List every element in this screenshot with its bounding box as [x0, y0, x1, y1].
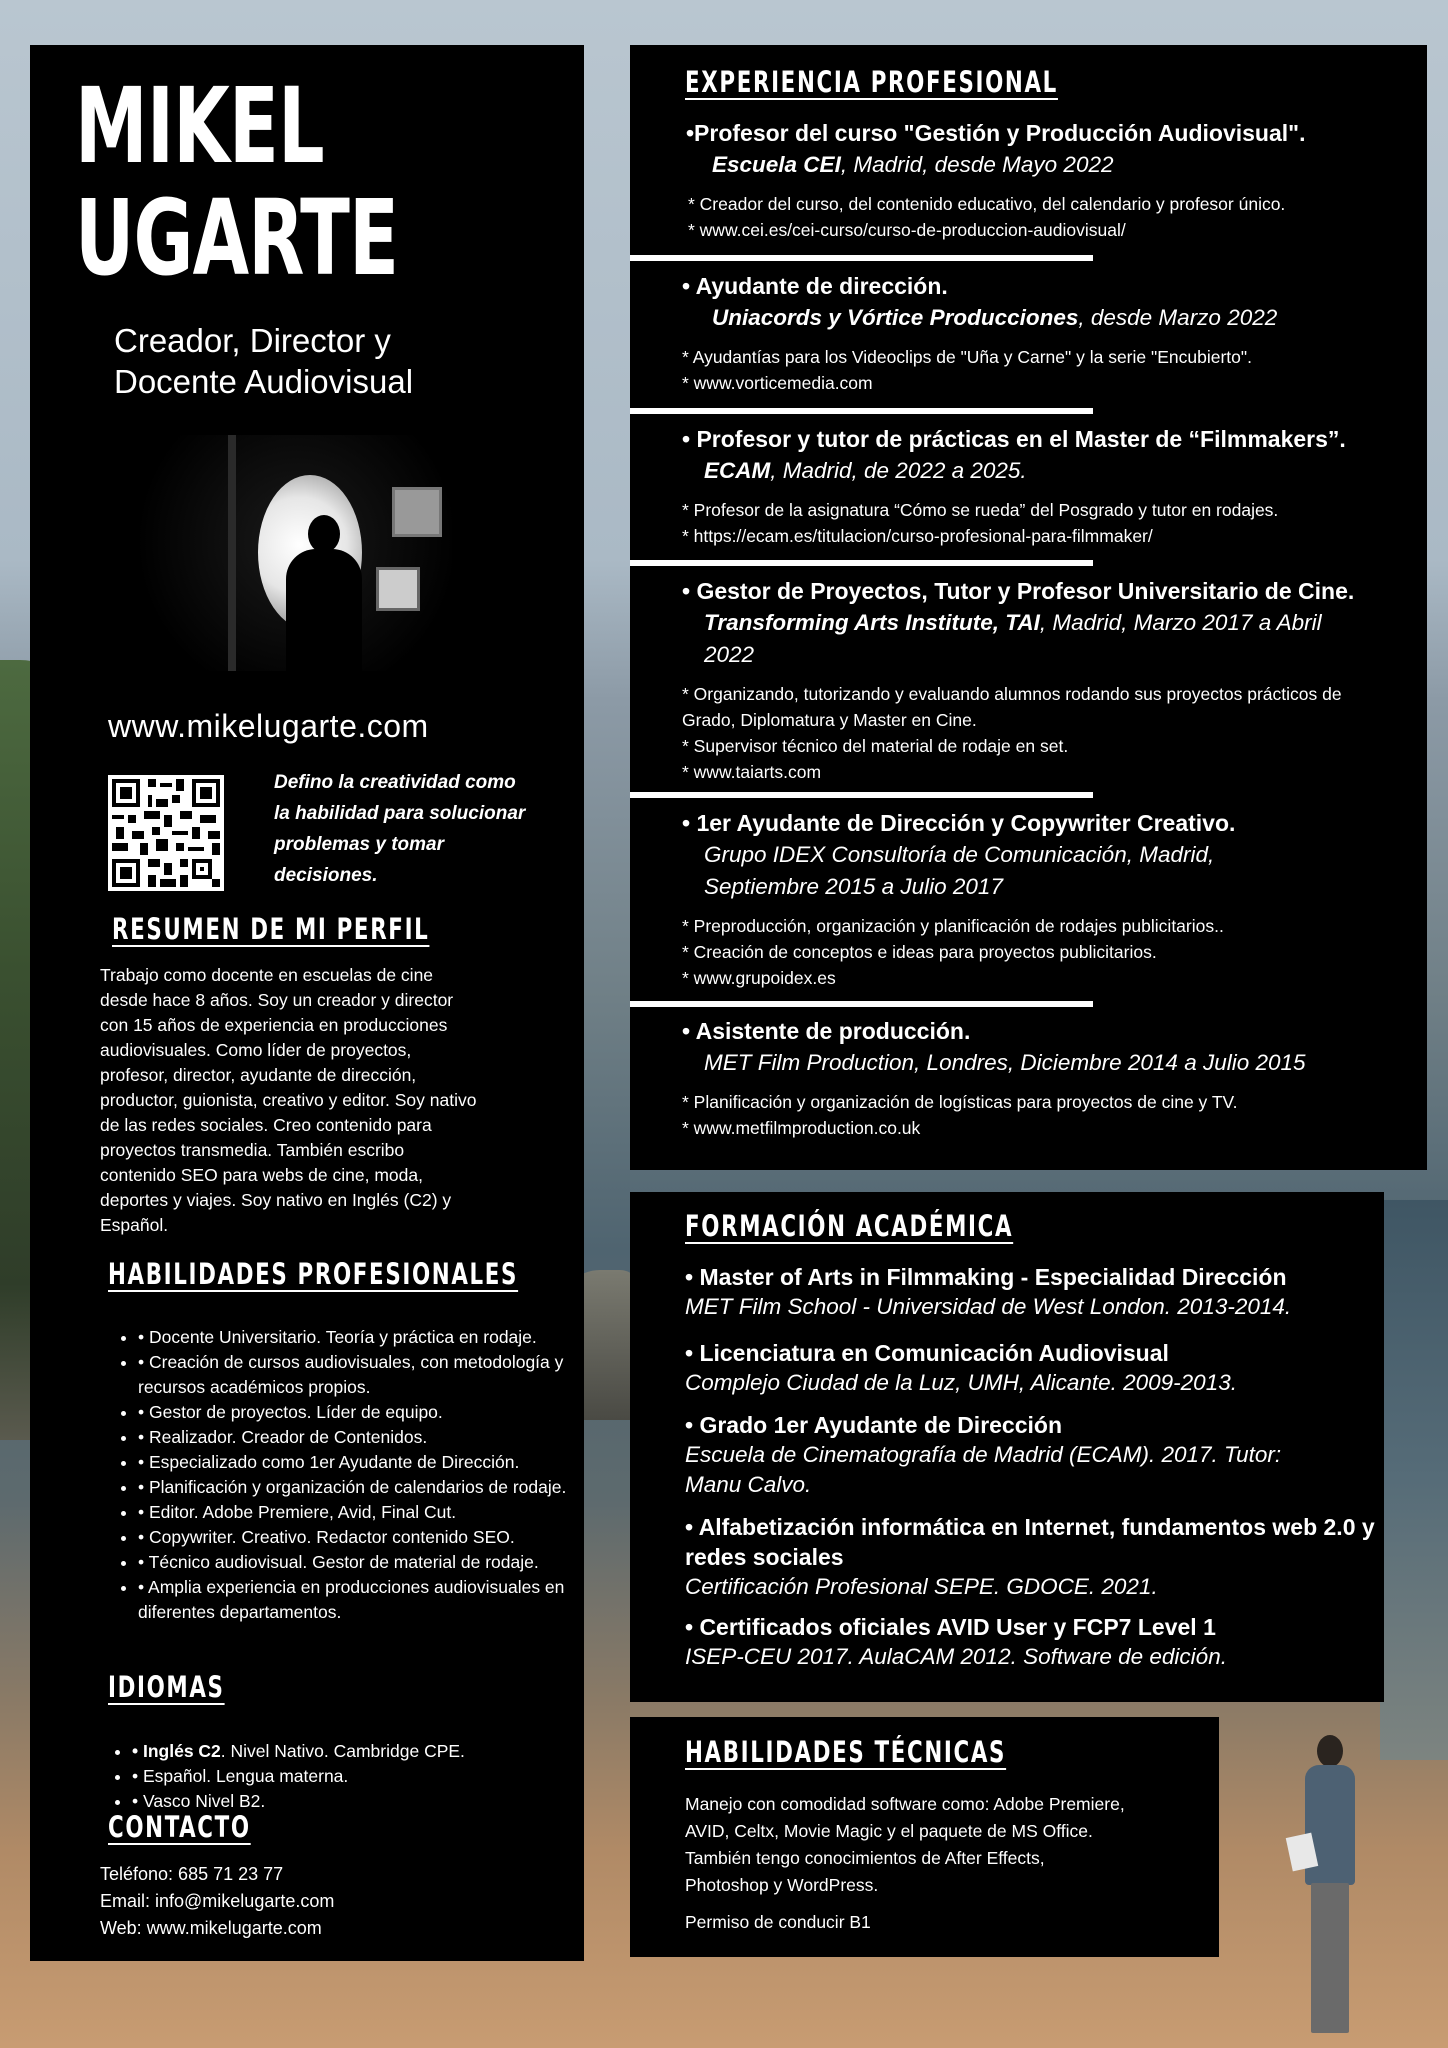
job-title: •Profesor del curso "Gestión y Producción Audiovisual". — [686, 120, 1306, 146]
list-item: • • Amplia experiencia en producciones audiovisuales en diferentes departamentos. — [138, 1575, 598, 1625]
background-sea — [1380, 1200, 1448, 1760]
contact-email[interactable]: Email: info@mikelugarte.com — [100, 1891, 335, 1911]
first-name: MIKEL — [75, 65, 324, 187]
job-details: * Preproducción, organización y planificación de rodajes publicitarios.. * Creación de conceptos e ideas para proyectos publicitarios. * www.grupoidex.es — [682, 916, 1224, 988]
qr-code-icon — [108, 775, 224, 891]
job-entry — [682, 423, 1422, 549]
job-details: * Planificación y organización de logísticas para proyectos de cine y TV. * www.metfilmproduction.co.uk — [682, 1092, 1238, 1138]
education-item — [685, 1410, 1305, 1500]
job-entry — [682, 117, 1422, 243]
list-item: • • Gestor de proyectos. Líder de equipo. — [138, 1400, 598, 1425]
job-entry — [682, 807, 1422, 991]
list-item: • • Técnico audiovisual. Gestor de material de rodaje. — [138, 1550, 598, 1575]
job-title: • Gestor de Proyectos, Tutor y Profesor Universitario de Cine. — [682, 578, 1355, 604]
education-info: Complejo Ciudad de la Luz, UMH, Alicante. 2009-2013. — [685, 1370, 1237, 1395]
technical-skills-panel — [630, 1717, 1219, 1957]
driving-license: Permiso de conducir B1 — [685, 1912, 871, 1932]
technical-heading: HABILIDADES TÉCNICAS — [685, 1735, 1007, 1769]
tagline-line-2: Docente Audiovisual — [114, 363, 414, 400]
list-item: • • Inglés C2. Nivel Nativo. Cambridge CPE. — [132, 1739, 592, 1764]
education-title: • Certificados oficiales AVID User y FCP7 Level 1 — [685, 1614, 1216, 1640]
tagline — [114, 320, 413, 402]
education-title: • Grado 1er Ayudante de Dirección — [685, 1412, 1063, 1438]
job-details: * Organizando, tutorizando y evaluando alumnos rodando sus proyectos prácticos de Grado, Diplomatura y Master en Cine. * Supervisor técnico del material de rodaje en set. * www.taiarts.com — [682, 684, 1342, 782]
education-item — [685, 1512, 1375, 1602]
contact-web[interactable]: Web: www.mikelugarte.com — [100, 1918, 322, 1938]
profile-heading: RESUMEN DE MI PERFIL — [112, 912, 430, 946]
education-title: • Master of Arts in Filmmaking - Especialidad Dirección — [685, 1264, 1287, 1290]
job-company: Transforming Arts Institute, TAI, Madrid, Marzo 2017 a Abril 2022 — [704, 610, 1322, 667]
website-link[interactable]: www.mikelugarte.com — [108, 708, 429, 744]
education-item — [685, 1338, 1375, 1398]
job-title: • Profesor y tutor de prácticas en el Master de “Filmmakers”. — [682, 426, 1346, 452]
profile-photo — [108, 435, 452, 671]
job-company: ECAM, Madrid, de 2022 a 2025. — [704, 458, 1027, 483]
list-item: • • Vasco Nivel B2. — [132, 1789, 592, 1814]
list-item: • • Docente Universitario. Teoría y práctica en rodaje. — [138, 1325, 598, 1350]
education-info: Escuela de Cinematografía de Madrid (ECAM). 2017. Tutor: Manu Calvo. — [685, 1442, 1282, 1497]
experience-heading: EXPERIENCIA PROFESIONAL — [685, 65, 1058, 99]
list-item: • • Planificación y organización de calendarios de rodaje. — [138, 1475, 598, 1500]
list-item: • • Especializado como 1er Ayudante de Dirección. — [138, 1450, 598, 1475]
job-title: • 1er Ayudante de Dirección y Copywriter Creativo. — [682, 810, 1236, 836]
divider — [630, 792, 1093, 798]
education-title: • Alfabetización informática en Internet, fundamentos web 2.0 y redes sociales — [685, 1514, 1375, 1570]
motto-quote: Defino la creatividad como la habilidad para solucionar problemas y tomar decisiones. — [274, 772, 526, 886]
technical-description: Manejo con comodidad software como: Adobe Premiere, AVID, Celtx, Movie Magic y el paquete de MS Office. También tengo conocimientos de After Effects, Photoshop y WordPress. — [685, 1794, 1125, 1895]
education-item — [685, 1262, 1375, 1322]
divider — [630, 408, 1093, 414]
contact-phone[interactable]: Teléfono: 685 71 23 77 — [100, 1864, 284, 1884]
job-entry — [682, 1015, 1422, 1141]
languages-list — [92, 1739, 592, 1814]
languages-heading: IDIOMAS — [108, 1670, 225, 1704]
tagline-line-1: Creador, Director y — [114, 322, 391, 359]
contact-heading: CONTACTO — [108, 1810, 251, 1844]
job-company: Escuela CEI, Madrid, desde Mayo 2022 — [712, 152, 1114, 177]
job-company: Grupo IDEX Consultoría de Comunicación, Madrid, Septiembre 2015 a Julio 2017 — [704, 842, 1215, 899]
skills-heading: HABILIDADES PROFESIONALES — [108, 1257, 519, 1291]
list-item: • • Realizador. Creador de Contenidos. — [138, 1425, 598, 1450]
job-title: • Ayudante de dirección. — [682, 273, 948, 299]
job-entry — [682, 575, 1422, 785]
job-company: Uniacords y Vórtice Producciones, desde Marzo 2022 — [712, 305, 1278, 330]
list-item: • • Copywriter. Creativo. Redactor contenido SEO. — [138, 1525, 598, 1550]
technical-text — [685, 1791, 1125, 1936]
experience-panel — [630, 45, 1427, 1170]
job-details: * Creador del curso, del contenido educativo, del calendario y profesor único. * www.cei.es/cei-curso/curso-de-produccion-audiovisual/ — [688, 194, 1286, 240]
list-item: • • Creación de cursos audiovisuales, con metodología y recursos académicos propios. — [138, 1350, 598, 1400]
job-title: • Asistente de producción. — [682, 1018, 971, 1044]
education-item — [685, 1612, 1375, 1672]
education-info: MET Film School - Universidad de West London. 2013-2014. — [685, 1294, 1292, 1319]
left-column-panel — [30, 45, 584, 1961]
divider — [630, 560, 1093, 566]
last-name: UGARTE — [75, 177, 399, 299]
education-heading: FORMACIÓN ACADÉMICA — [685, 1209, 1014, 1243]
divider — [630, 255, 1093, 261]
education-panel — [630, 1192, 1384, 1702]
list-item: • • Editor. Adobe Premiere, Avid, Final Cut. — [138, 1500, 598, 1525]
job-entry — [682, 270, 1422, 396]
skills-list — [98, 1325, 598, 1625]
contact-block — [100, 1861, 560, 1942]
divider — [630, 1001, 1093, 1007]
education-title: • Licenciatura en Comunicación Audiovisual — [685, 1340, 1169, 1366]
name-heading — [75, 65, 399, 299]
list-item: • • Español. Lengua materna. — [132, 1764, 592, 1789]
education-info: Certificación Profesional SEPE. GDOCE. 2021. — [685, 1574, 1158, 1599]
job-details: * Ayudantías para los Videoclips de "Uña y Carne" y la serie "Encubierto". * www.vorticemedia.com — [682, 347, 1252, 393]
education-info: ISEP-CEU 2017. AulaCAM 2012. Software de edición. — [685, 1644, 1227, 1669]
job-details: * Profesor de la asignatura “Cómo se rueda” del Posgrado y tutor en rodajes. * https://ecam.es/titulacion/curso-profesional-para-filmmaker/ — [682, 500, 1279, 546]
job-company: MET Film Production, Londres, Diciembre 2014 a Julio 2015 — [704, 1050, 1306, 1075]
profile-summary — [100, 963, 480, 1238]
profile-summary-text: Trabajo como docente en escuelas de cine desde hace 8 años. Soy un creador y director con 15 años de experiencia en producciones audiovisuales. Como líder de proyectos, profesor, director, ayudante de dirección, productor, guionista, creativo y editor. Soy nativo de las redes sociales. Creo contenido para proyectos transmedia. También escribo contenido SEO para webs de cine, moda, deportes y viajes. Soy nativo en Inglés (C2) y Español. — [100, 965, 477, 1235]
background-person-figure — [1295, 1735, 1365, 2035]
